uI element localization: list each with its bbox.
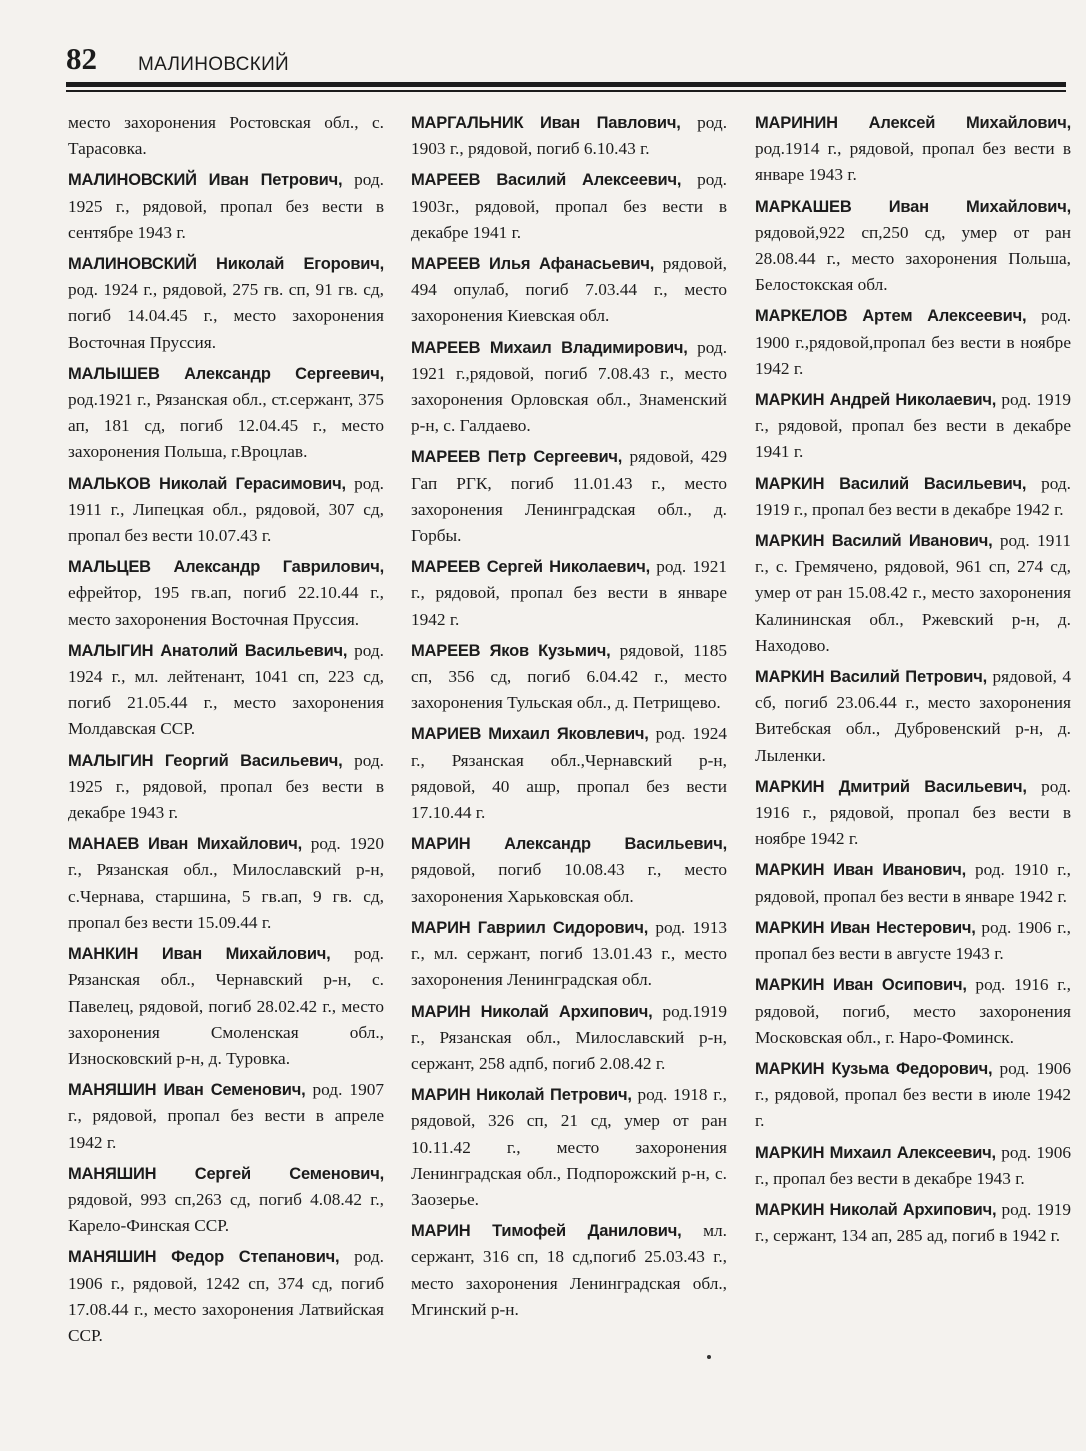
entry [68, 361, 384, 466]
entry-text: рядовой, 4 сб, погиб 23.06.44 г., место захоронения Витебская обл., Дубровенский р-н, д. Лыленки. [755, 667, 1071, 765]
entry [68, 110, 384, 162]
entry [68, 941, 384, 1072]
entry-name: МАРЕЕВ Яков Кузьмич, [411, 641, 611, 660]
entry [68, 1161, 384, 1240]
entry-name: МАРЕЕВ Илья Афанасьевич, [411, 255, 655, 274]
entry-name: МАРИН Тимофей Данилович, [411, 1222, 682, 1241]
entry [68, 251, 384, 356]
entry [755, 110, 1071, 189]
entry [68, 167, 384, 246]
header-rule-thick [66, 82, 1066, 87]
entry [411, 831, 727, 910]
column-1 [68, 110, 384, 1354]
entry-text: род. 1925 г., рядовой, пропал без вести в декабре 1943 г. [68, 750, 384, 823]
entry-text: рядовой,922 сп,250 сд, умер от ран 28.08.44 г., место захоронения Польша, Белостокская обл. [755, 222, 1071, 295]
stray-dot [707, 1355, 711, 1359]
entry-text: род. 1921 г., рядовой, пропал без вести в январе 1942 г. [411, 557, 727, 629]
entry-name: МАРКИН Михаил Алексеевич, [755, 1143, 996, 1162]
entry-text: род. 1919 г., сержант, 134 ап, 285 ад, погиб в 1942 г. [755, 1199, 1071, 1246]
entry-name: МАНКИН Иван Михайлович, [68, 945, 331, 964]
entry-text: род. 1918 г., рядовой, 326 сп, 21 сд, умер от ран 10.11.42 г., место захоронения Ленинградская обл., Подпорожский р-н, с. Заозерье. [411, 1085, 728, 1209]
entry-name: МАРКИН Кузьма Федорович, [755, 1059, 993, 1078]
entry [411, 1082, 727, 1213]
entry [411, 638, 727, 717]
entry [755, 528, 1071, 659]
entry-name: МАРЕЕВ Михаил Владимирович, [411, 338, 688, 357]
entry-name: МАРКИН Василий Иванович, [755, 532, 993, 551]
entry [411, 1218, 727, 1323]
entry [411, 721, 727, 826]
entry-text: род. 1906 г., пропал без вести в декабре 1943 г. [755, 1142, 1071, 1188]
entry [411, 110, 727, 162]
entry-text: рядовой, 429 Гап РГК, погиб 11.01.43 г., место захоронения Ленинградская обл., д. Горбы. [411, 447, 727, 546]
entry [755, 471, 1071, 523]
entry-name: МАРКИН Николай Архипович, [755, 1200, 997, 1219]
entry-text: род. 1900 г.,рядовой,пропал без вести в ноябре 1942 г. [755, 306, 1072, 378]
running-head: МАЛИНОВСКИЙ [138, 54, 289, 75]
entry-name: МАЛЬКОВ Николай Герасимович, [68, 474, 346, 493]
entry-text: рядовой, погиб 10.08.43 г., место захоронения Харьковская обл. [411, 860, 727, 906]
entry-name: МАНЯШИН Иван Семенович, [68, 1081, 306, 1100]
entry-name: МАЛЫГИН Анатолий Васильевич, [68, 641, 348, 660]
entry-text: род. 1910 г., рядовой, пропал без вести в январе 1942 г. [755, 860, 1071, 906]
entry-text: род. 1907 г., рядовой, пропал без вести в апреле 1942 г. [68, 1080, 384, 1152]
entry [755, 774, 1071, 853]
entry-text: род. 1906 г., пропал без вести в августе 1943 г. [755, 917, 1071, 964]
entry [68, 1244, 384, 1349]
entry-name: МАРИН Александр Васильевич, [411, 835, 727, 854]
entry-text: рядовой, 993 сп,263 сд, погиб 4.08.42 г., Карело-Финская ССР. [68, 1189, 384, 1236]
entry-text: рядовой, 1185 сп, 356 сд, погиб 6.04.42 г., место захоронения Тульская обл., д. Петрищево. [411, 640, 727, 713]
entry-text: рядовой, 494 опулаб, погиб 7.03.44 г., место захоронения Киевская обл. [411, 254, 727, 326]
entry-text: мл. сержант, 316 сп, 18 сд,погиб 25.03.43 г., место захоронения Ленинградская обл., Мгинский р-н. [411, 1221, 727, 1319]
entry-text: род. 1913 г., мл. сержант, погиб 13.01.43 г., место захоронения Ленинградская обл. [411, 917, 727, 990]
entry [411, 554, 727, 633]
entry-text: род.1919 г., Рязанская обл., Милославский р-н, сержант, 258 адпб, погиб 2.08.42 г. [411, 1001, 727, 1073]
entry-name: МАРКИН Иван Осипович, [755, 976, 967, 995]
entry-name: МАРКЕЛОВ Артем Алексеевич, [755, 307, 1027, 326]
entry-name: МАРКАШЕВ Иван Михайлович, [755, 197, 1071, 216]
entry-text: род. 1919 г., рядовой, пропал без вести в декабре 1941 г. [755, 390, 1071, 462]
entry-name: МАРКИН Василий Петрович, [755, 668, 987, 687]
entry [68, 831, 384, 936]
entry-name: МАРИН Гавриил Сидорович, [411, 918, 649, 937]
entry [68, 1077, 384, 1156]
entry [411, 251, 727, 330]
entry-name: МАРИН Николай Петрович, [411, 1086, 632, 1105]
entry-name: МАРЕЕВ Василий Алексеевич, [411, 171, 682, 190]
entry-text: род. 1924 г., рядовой, 275 гв. сп, 91 гв. сд, погиб 14.04.45 г., место захоронения Восточная Пруссия. [68, 280, 384, 352]
entry [68, 748, 384, 827]
entry-name: МАРИНИН Алексей Михайлович, [755, 114, 1071, 132]
entry [68, 638, 384, 743]
entry-name: МАРКИН Василий Васильевич, [755, 474, 1027, 493]
entry-text: род. 1903 г., рядовой, погиб 6.10.43 г. [411, 113, 728, 159]
entry [411, 167, 727, 246]
entry [755, 857, 1071, 909]
entry-name: МАРКИН Дмитрий Васильевич, [755, 777, 1027, 796]
entry-name: МАРЕЕВ Сергей Николаевич, [411, 558, 651, 577]
entry-name: МАЛИНОВСКИЙ Иван Петрович, [68, 171, 343, 190]
entry-text: род. 1911 г., с. Гремячено, рядовой, 961 сп, 274 сд, умер от ран 15.08.42 г., место захоронения Калининская обл., Ржевский р-н, д. Находово. [755, 531, 1071, 655]
entry-text: род. Рязанская обл., Чернавский р-н, с. Павелец, рядовой, погиб 28.02.42 г., место захоронения Смоленская обл., Износковский р-н, д. Туровка. [68, 944, 384, 1068]
entry [755, 1197, 1071, 1249]
entry [755, 303, 1071, 382]
entry-text: род.1921 г., Рязанская обл., ст.сержант, 375 ап, 181 сд, погиб 12.04.45 г., место захоронения Польша, г.Вроцлав. [68, 390, 384, 462]
entry-name: МАЛЫШЕВ Александр Сергеевич, [68, 364, 384, 383]
entry-text: род. 1906 г., рядовой, 1242 сп, 374 сд, погиб 17.08.44 г., место захоронения Латвийская ССР. [68, 1247, 384, 1345]
entry [68, 554, 384, 633]
entry-text: род. 1906 г., рядовой, пропал без вести в июле 1942 г. [755, 1058, 1071, 1131]
entry-text: род. 1924 г., мл. лейтенант, 1041 сп, 223 сд, погиб 21.05.44 г., место захоронения Молдавская ССР. [68, 640, 385, 739]
entry-name: МАНЯШИН Федор Степанович, [68, 1248, 340, 1267]
entry [755, 387, 1071, 466]
column-2 [411, 110, 727, 1328]
entry-name: МАРКИН Иван Нестерович, [755, 918, 976, 937]
entry-text: место захоронения Ростовская обл., с. Тарасовка. [68, 113, 384, 159]
entry [411, 915, 727, 994]
entry-name: МАЛЬЦЕВ Александр Гаврилович, [68, 558, 384, 577]
entry [411, 335, 727, 440]
entry-text: род. 1925 г., рядовой, пропал без вести в сентябре 1943 г. [68, 170, 385, 242]
header-rule-thin [66, 90, 1066, 92]
entry-text: род.1914 г., рядовой, пропал без вести в январе 1943 г. [755, 139, 1071, 185]
column-3 [755, 110, 1071, 1254]
entry-text: род. 1916 г., рядовой, погиб, место захоронения Московская обл., г. Наро-Фоминск. [755, 975, 1072, 1047]
entry-name: МАРГАЛЬНИК Иван Павлович, [411, 114, 681, 132]
entry [755, 972, 1071, 1051]
entry-name: МАРКИН Андрей Николаевич, [755, 391, 997, 410]
page-header [66, 38, 1066, 78]
entry [755, 1140, 1071, 1192]
entry-name: МАЛИНОВСКИЙ Николай Егорович, [68, 255, 384, 274]
entry [755, 194, 1071, 299]
entry-text: ефрейтор, 195 гв.ап, погиб 22.10.44 г., место захоронения Восточная Пруссия. [68, 583, 384, 629]
entry-text: род. 1911 г., Липецкая обл., рядовой, 307 сд, пропал без вести 10.07.43 г. [68, 473, 385, 546]
entry-text: род. 1921 г.,рядовой, погиб 7.08.43 г., место захоронения Орловская обл., Знаменский р-н, с. Галдаево. [411, 337, 728, 436]
entry [68, 471, 384, 550]
entry-name: МАРИН Николай Архипович, [411, 1002, 653, 1021]
entry-name: МАРЕЕВ Петр Сергеевич, [411, 448, 623, 467]
entry-name: МАРКИН Иван Иванович, [755, 861, 967, 880]
entry [755, 664, 1071, 769]
page-number: 82 [66, 41, 97, 76]
entry-name: МАНАЕВ Иван Михайлович, [68, 835, 302, 854]
entry-text: род. 1916 г., рядовой, пропал без вести в ноябре 1942 г. [755, 776, 1071, 849]
entry-name: МАНЯШИН Сергей Семенович, [68, 1164, 384, 1183]
entry-text: род. 1919 г., пропал без вести в декабре 1942 г. [755, 473, 1071, 519]
entry-text: род. 1924 г., Рязанская обл.,Чернавский р-н, рядовой, 40 ашр, пропал без вести 17.10.44 г. [411, 724, 727, 823]
entry [411, 999, 727, 1078]
entry [755, 1056, 1071, 1135]
entry [411, 444, 727, 549]
entry-text: род. 1920 г., Рязанская обл., Милославский р-н, с.Чернава, старшина, 5 гв.ап, 9 гв. сд, пропал без вести 15.09.44 г. [68, 834, 384, 932]
entry [755, 915, 1071, 967]
entry-text: род. 1903г., рядовой, пропал без вести в декабре 1941 г. [411, 170, 728, 242]
entry-name: МАРИЕВ Михаил Яковлевич, [411, 725, 649, 744]
entry-name: МАЛЫГИН Георгий Васильевич, [68, 751, 343, 770]
